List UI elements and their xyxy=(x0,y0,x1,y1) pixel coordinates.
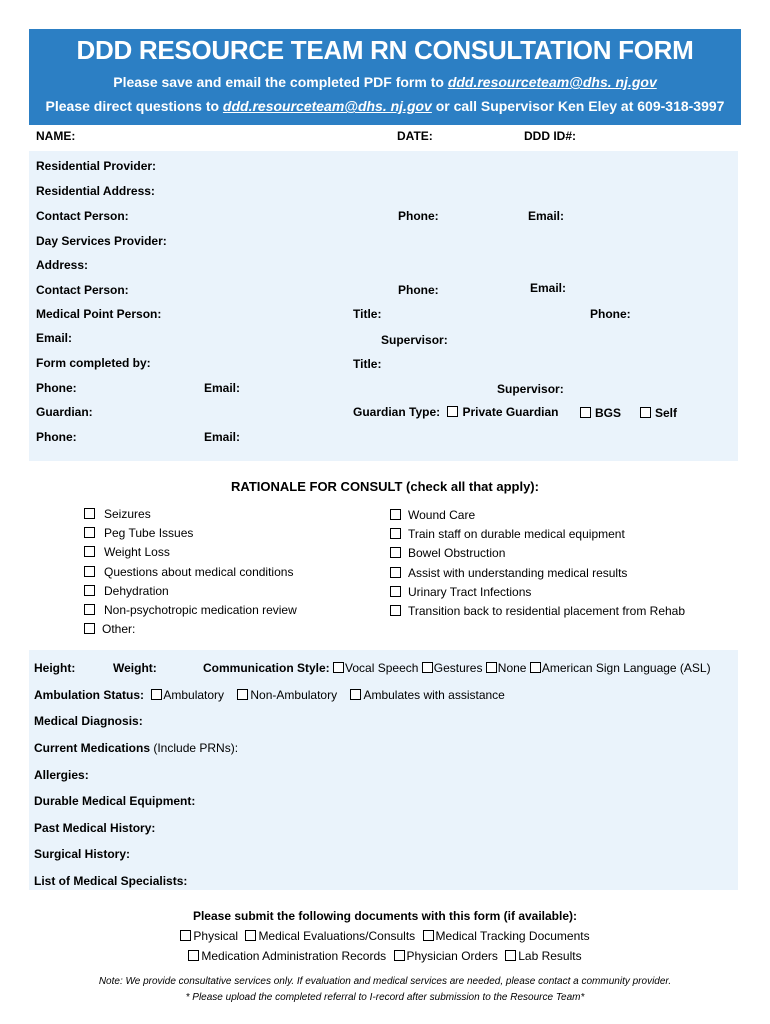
rationale-option-label: Questions about medical conditions xyxy=(104,565,294,579)
guardian-label: Guardian: xyxy=(36,405,93,419)
supervisor-label: Supervisor: xyxy=(497,382,564,396)
title-label: Title: xyxy=(353,307,382,321)
lab-results-label: Lab Results xyxy=(518,949,582,963)
form-completed-by-label: Form completed by: xyxy=(36,356,151,370)
lab-results-checkbox[interactable] xyxy=(505,950,516,961)
rationale-checkbox[interactable] xyxy=(390,586,401,597)
medical-evaluations-label: Medical Evaluations/Consults xyxy=(258,929,416,943)
guardian-self-option xyxy=(640,406,677,420)
height-label: Height: xyxy=(34,661,76,675)
header-questions-line xyxy=(29,98,741,114)
vocal-speech-checkbox[interactable] xyxy=(333,662,344,673)
non-ambulatory-checkbox[interactable] xyxy=(237,689,248,700)
rationale-checkbox[interactable] xyxy=(390,528,401,539)
current-medications-row xyxy=(34,741,238,755)
name-label: NAME: xyxy=(36,129,76,143)
rationale-checkbox[interactable] xyxy=(390,605,401,616)
gestures-label: Gestures xyxy=(433,661,483,675)
phone-label: Phone: xyxy=(590,307,631,321)
weight-label: Weight: xyxy=(113,661,157,675)
physical-label: Physical xyxy=(193,929,239,943)
rationale-option-label: Wound Care xyxy=(408,508,476,522)
ambulates-with-assistance-checkbox[interactable] xyxy=(350,689,361,700)
header-supervisor-text: or call Supervisor Ken Eley at 609-318-3997 xyxy=(431,98,725,114)
header-questions-email-link[interactable]: ddd.resourceteam@dhs. nj.gov xyxy=(222,98,432,114)
rationale-checkbox[interactable] xyxy=(84,623,95,634)
phone-label: Phone: xyxy=(398,283,439,297)
rationale-option-seizures xyxy=(84,507,151,521)
non-ambulatory-label: Non-Ambulatory xyxy=(250,688,338,702)
rationale-option-label: Seizures xyxy=(104,507,151,521)
physician-orders-label: Physician Orders xyxy=(406,949,498,963)
footer-upload-note: * Please upload the completed referral to I-record after submission to the Resource Team* xyxy=(185,992,585,1003)
rationale-option-weight-loss xyxy=(84,545,170,559)
surgical-history-label: Surgical History: xyxy=(34,847,131,861)
rationale-option-wound-care xyxy=(390,508,475,522)
rationale-option-label: Bowel Obstruction xyxy=(408,546,506,560)
communication-style-label: Communication Style: xyxy=(203,661,330,675)
mar-label: Medication Administration Records xyxy=(201,949,387,963)
ambulation-status-label: Ambulation Status: xyxy=(34,688,144,702)
email-label: Email: xyxy=(528,209,565,223)
medical-tracking-checkbox[interactable] xyxy=(423,930,434,941)
guardian-bgs-option xyxy=(580,406,621,420)
contact-person-label: Contact Person: xyxy=(36,209,129,223)
date-label: DATE: xyxy=(397,129,433,143)
rationale-option-medical-results xyxy=(390,566,627,580)
address-label: Address: xyxy=(36,258,89,272)
dme-label: Durable Medical Equipment: xyxy=(34,794,196,808)
phone-label: Phone: xyxy=(398,209,439,223)
rationale-checkbox[interactable] xyxy=(84,604,95,615)
past-medical-history-label: Past Medical History: xyxy=(34,821,156,835)
current-medications-label: Current Medications xyxy=(34,741,151,755)
header-save-text: Please save and email the completed PDF form to xyxy=(113,74,448,90)
rationale-option-other xyxy=(84,622,135,636)
email-label: Email: xyxy=(530,281,567,295)
rationale-checkbox[interactable] xyxy=(84,566,95,577)
phone-label: Phone: xyxy=(36,430,77,444)
guardian-private-label: Private Guardian xyxy=(462,405,559,419)
rationale-option-label: Non-psychotropic medication review xyxy=(104,603,297,617)
communication-style-row xyxy=(203,661,711,675)
residential-address-label: Residential Address: xyxy=(36,184,155,198)
guardian-private-checkbox[interactable] xyxy=(447,406,458,417)
email-label: Email: xyxy=(36,331,73,345)
guardian-bgs-checkbox[interactable] xyxy=(580,407,591,418)
contact-person-label: Contact Person: xyxy=(36,283,129,297)
rationale-checkbox[interactable] xyxy=(84,546,95,557)
physician-orders-checkbox[interactable] xyxy=(394,950,405,961)
asl-checkbox[interactable] xyxy=(530,662,541,673)
ddd-id-label: DDD ID#: xyxy=(524,129,577,143)
ambulatory-label: Ambulatory xyxy=(163,688,225,702)
header-save-line xyxy=(29,74,741,90)
physical-checkbox[interactable] xyxy=(180,930,191,941)
footer-note: Note: We provide consultative services only. If evaluation and medical services are needed, please contact a community provider. xyxy=(98,976,672,987)
medical-panel xyxy=(29,650,738,890)
documents-row-2 xyxy=(0,949,770,963)
rationale-option-train-staff xyxy=(390,527,625,541)
rationale-option-label: Assist with understanding medical results xyxy=(408,566,628,580)
day-services-provider-label: Day Services Provider: xyxy=(36,234,167,248)
rationale-option-dehydration xyxy=(84,584,169,598)
rationale-title: RATIONALE FOR CONSULT (check all that apply): xyxy=(231,479,539,494)
header-save-email-link[interactable]: ddd.resourceteam@dhs. nj.gov xyxy=(447,74,657,90)
medical-specialists-label: List of Medical Specialists: xyxy=(34,874,188,888)
documents-row-1 xyxy=(0,929,770,943)
guardian-type-row xyxy=(353,405,559,419)
email-label: Email: xyxy=(204,430,241,444)
rationale-option-label: Dehydration xyxy=(104,584,169,598)
residential-provider-label: Residential Provider: xyxy=(36,159,157,173)
current-medications-note: (Include PRNs): xyxy=(150,741,239,755)
rationale-option-peg-tube xyxy=(84,526,193,540)
rationale-checkbox[interactable] xyxy=(84,585,95,596)
header-questions-text: Please direct questions to xyxy=(45,98,223,114)
medical-tracking-label: Medical Tracking Documents xyxy=(435,929,590,943)
rationale-option-label: Peg Tube Issues xyxy=(104,526,194,540)
mar-checkbox[interactable] xyxy=(188,950,199,961)
rationale-checkbox[interactable] xyxy=(390,509,401,520)
medical-point-person-label: Medical Point Person: xyxy=(36,307,162,321)
rationale-option-medication-review xyxy=(84,603,297,617)
guardian-self-checkbox[interactable] xyxy=(640,407,651,418)
rationale-checkbox[interactable] xyxy=(390,567,401,578)
rationale-option-uti xyxy=(390,585,531,599)
phone-label: Phone: xyxy=(36,381,77,395)
medical-evaluations-checkbox[interactable] xyxy=(245,930,256,941)
asl-label: American Sign Language (ASL) xyxy=(541,661,711,675)
guardian-self-label: Self xyxy=(655,406,678,420)
none-label: None xyxy=(497,661,527,675)
rationale-option-label: Train staff on durable medical equipment xyxy=(408,527,625,541)
supervisor-label: Supervisor: xyxy=(381,333,448,347)
rationale-option-label: Weight Loss xyxy=(104,545,170,559)
documents-title: Please submit the following documents with this form (if available): xyxy=(192,909,578,923)
title-label: Title: xyxy=(353,357,382,371)
email-label: Email: xyxy=(204,381,241,395)
form-title: DDD RESOURCE TEAM RN CONSULTATION FORM xyxy=(76,35,694,65)
vocal-speech-label: Vocal Speech xyxy=(345,661,419,675)
rationale-checkbox[interactable] xyxy=(84,508,95,519)
rationale-option-label: Urinary Tract Infections xyxy=(408,585,532,599)
none-checkbox[interactable] xyxy=(486,662,497,673)
ambulatory-checkbox[interactable] xyxy=(151,689,162,700)
rationale-checkbox[interactable] xyxy=(390,547,401,558)
rationale-checkbox[interactable] xyxy=(84,527,95,538)
ambulates-with-assistance-label: Ambulates with assistance xyxy=(363,688,505,702)
medical-diagnosis-label: Medical Diagnosis: xyxy=(34,714,143,728)
form-header xyxy=(29,29,741,125)
rationale-option-bowel-obstruction xyxy=(390,546,505,560)
guardian-type-label: Guardian Type: xyxy=(353,405,441,419)
ambulation-row xyxy=(34,688,505,702)
rationale-option-medical-conditions xyxy=(84,565,293,579)
guardian-bgs-label: BGS xyxy=(595,406,622,420)
gestures-checkbox[interactable] xyxy=(422,662,433,673)
rationale-option-label: Other: xyxy=(102,622,136,636)
rationale-option-label: Transition back to residential placement from Rehab xyxy=(408,604,686,618)
rationale-option-transition xyxy=(390,604,685,618)
allergies-label: Allergies: xyxy=(34,768,89,782)
